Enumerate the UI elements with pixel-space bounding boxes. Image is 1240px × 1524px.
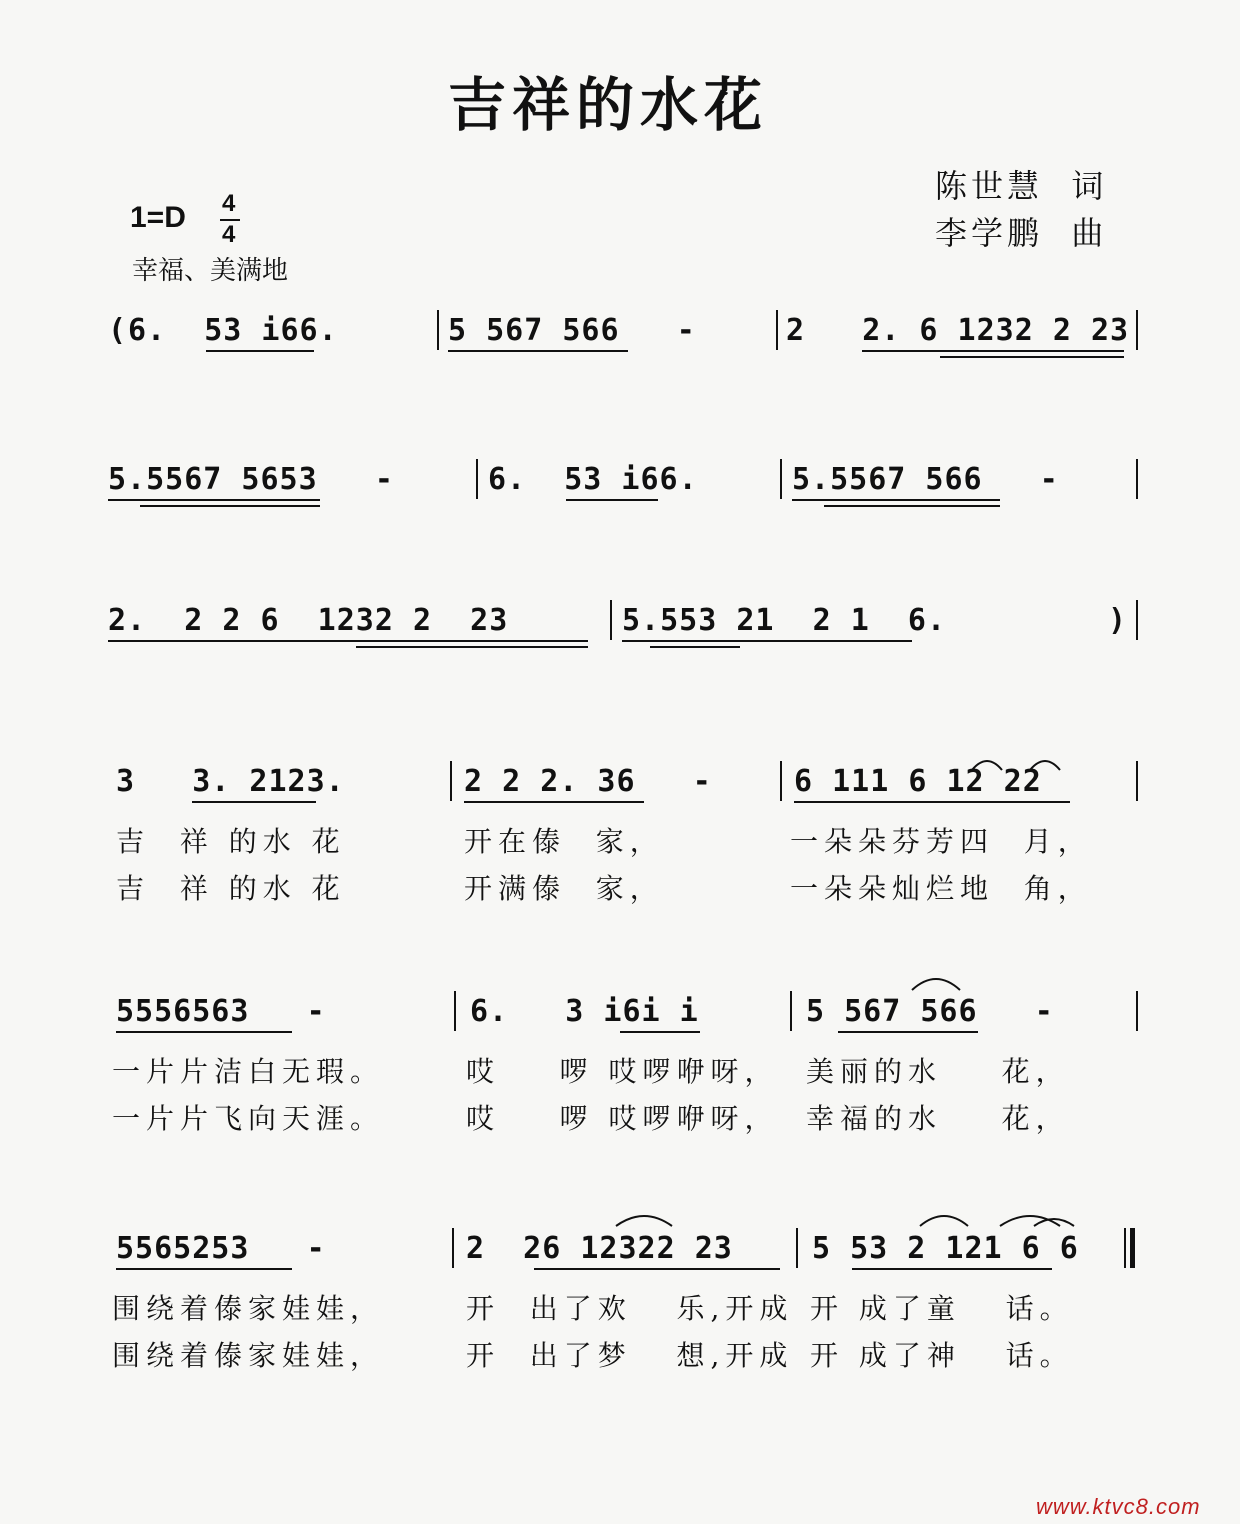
underline xyxy=(116,1031,292,1033)
verse-r1-lyric1-m1: 吉 祥 的水 花 xyxy=(116,825,346,858)
underline xyxy=(940,356,1124,358)
verse-r1-lyric2-m3: 一朵朵灿烂地 角， xyxy=(790,872,1092,905)
verse-r2-lyric1-m1: 一片片洁白无瑕。 xyxy=(112,1055,385,1088)
intro-close-paren: ) xyxy=(1108,603,1128,638)
underline xyxy=(140,505,320,507)
verse-r1-notes-m2: 2 2 2. 36 - xyxy=(464,764,712,799)
barline xyxy=(476,459,478,499)
barline xyxy=(1136,991,1138,1031)
barline xyxy=(790,991,792,1031)
verse-r3-lyric1-m3: 开 成了童 话。 xyxy=(810,1292,1074,1325)
barline xyxy=(780,761,782,801)
lyricist-credit: 陈世慧 词 xyxy=(935,167,1108,205)
intro-l1-measure-1: 6. 53 i66. xyxy=(128,313,338,348)
verse-r2-notes-m3: 5 567 566 - xyxy=(806,994,1054,1029)
final-barline-thick xyxy=(1130,1228,1135,1268)
barline xyxy=(1136,600,1138,640)
barline xyxy=(1136,310,1138,350)
verse-r3-lyric2-m2: 开 出了梦 想,开成 xyxy=(466,1339,794,1372)
verse-r2-notes-m1: 5556563 - xyxy=(116,994,326,1029)
intro-open-paren: ( xyxy=(108,313,128,348)
verse-r1-notes-m3: 6 111 6 12 22 xyxy=(794,764,1042,799)
underline xyxy=(862,350,1124,352)
barline xyxy=(450,761,452,801)
verse-r3-lyric1-m2: 开 出了欢 乐,开成 xyxy=(466,1292,794,1325)
barline xyxy=(452,1228,454,1268)
underline xyxy=(824,505,1000,507)
verse-r3-lyric2-m1: 围绕着傣家娃娃， xyxy=(112,1339,385,1372)
intro-l3-measure-2: 5.553 21 2 1 6. xyxy=(622,603,947,638)
underline xyxy=(794,801,1070,803)
slur xyxy=(1034,1219,1074,1226)
song-title: 吉祥的水花 xyxy=(448,71,769,139)
slur xyxy=(616,1216,672,1226)
verse-r2-notes-m2: 6. 3 i6i i xyxy=(470,994,699,1029)
underline xyxy=(116,1268,292,1270)
time-signature-top: 4 xyxy=(222,190,236,217)
verse-r1-notes-m1: 3 3. 2123. xyxy=(116,764,345,799)
slur xyxy=(912,979,960,990)
verse-r1-lyric1-m3: 一朵朵芬芳四 月， xyxy=(790,825,1092,858)
verse-r1-lyric2-m1: 吉 祥 的水 花 xyxy=(116,872,346,905)
verse-r1-lyric1-m2: 开在傣 家， xyxy=(464,825,664,858)
slur xyxy=(920,1216,968,1226)
composer-credit: 李学鹏 曲 xyxy=(935,214,1108,252)
intro-l2-measure-1: 5.5567 5653 - xyxy=(108,462,394,497)
underline xyxy=(620,1031,700,1033)
slur xyxy=(1000,1216,1060,1226)
underline xyxy=(650,646,740,648)
underline xyxy=(356,646,588,648)
tempo-marking: 幸福、美满地 xyxy=(132,256,289,286)
underline xyxy=(852,1268,1052,1270)
underline xyxy=(566,499,658,501)
intro-l2-measure-3: 5.5567 566 - xyxy=(792,462,1059,497)
intro-l2-measure-2: 6. 53 i66. xyxy=(488,462,698,497)
barline xyxy=(454,991,456,1031)
underline xyxy=(792,499,1000,501)
intro-l1-measure-3: 2 2. 6 1232 2 23 xyxy=(786,313,1130,348)
underline xyxy=(108,640,588,642)
intro-l1-measure-2: 5 567 566 - xyxy=(448,313,696,348)
underline xyxy=(622,640,912,642)
underline xyxy=(108,499,320,501)
barline xyxy=(780,459,782,499)
verse-r3-notes-m3: 5 53 2 121 6 6 xyxy=(812,1231,1079,1266)
key-signature: 1=D xyxy=(130,201,186,234)
verse-r3-notes-m2: 2 26 12322 23 xyxy=(466,1231,733,1266)
verse-r2-lyric2-m2: 哎 啰 哎啰咿呀， xyxy=(466,1102,779,1135)
underline xyxy=(838,1031,978,1033)
barline xyxy=(776,310,778,350)
underline xyxy=(448,350,628,352)
verse-r2-lyric1-m2: 哎 啰 哎啰咿呀， xyxy=(466,1055,779,1088)
barline xyxy=(1136,459,1138,499)
verse-r2-lyric2-m3: 幸福的水 花， xyxy=(806,1102,1070,1135)
barline xyxy=(437,310,439,350)
time-signature-bottom: 4 xyxy=(222,221,236,248)
underline xyxy=(206,350,314,352)
final-barline-thin xyxy=(1124,1228,1126,1268)
watermark: www.ktvc8.com xyxy=(1036,1494,1201,1519)
verse-r1-lyric2-m2: 开满傣 家， xyxy=(464,872,664,905)
verse-r3-notes-m1: 5565253 - xyxy=(116,1231,326,1266)
verse-r2-lyric1-m3: 美丽的水 花， xyxy=(806,1055,1070,1088)
verse-r2-lyric2-m1: 一片片飞向天涯。 xyxy=(112,1102,385,1135)
verse-r3-lyric2-m3: 开 成了神 话。 xyxy=(810,1339,1074,1372)
underline xyxy=(192,801,316,803)
verse-r3-lyric1-m1: 围绕着傣家娃娃， xyxy=(112,1292,385,1325)
barline xyxy=(796,1228,798,1268)
barline xyxy=(1136,761,1138,801)
underline xyxy=(534,1268,780,1270)
intro-l3-measure-1: 2. 2 2 6 1232 2 23 xyxy=(108,603,509,638)
underline xyxy=(464,801,644,803)
barline xyxy=(610,600,612,640)
